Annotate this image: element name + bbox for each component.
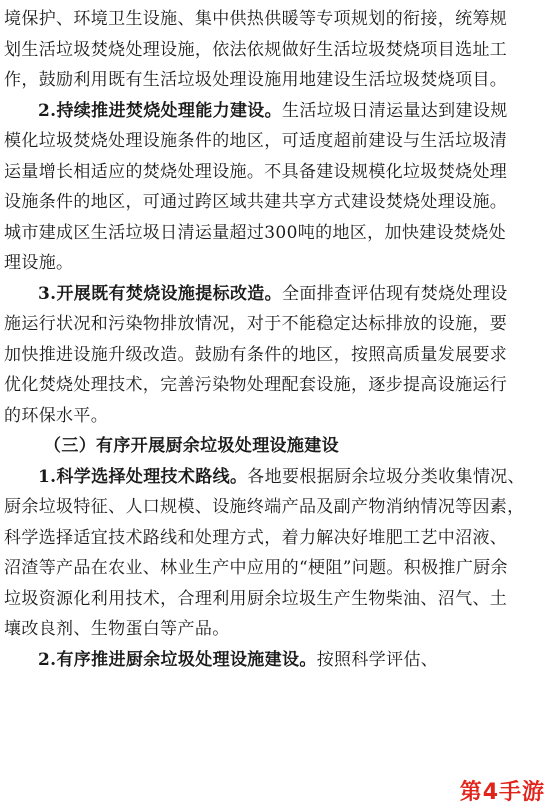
text-line-6: 运量增长相适应的焚烧处理设施。不具备建设规模化垃圾焚烧处理 xyxy=(4,161,508,182)
text-line-13: 优化焚烧处理技术，完善污染物处理配套设施，逐步提高设施运行 xyxy=(4,375,508,395)
text-line-12: 加快推进设施升级改造。鼓励有条件的地区，按照高质量发展要求 xyxy=(4,344,508,365)
paragraph-heading: 2.有序推进厨余垃圾处理设施建设。 xyxy=(38,649,317,670)
text-line-11: 施运行状况和污染物排放情况，对于不能稳定达标排放的设施，要 xyxy=(4,314,508,334)
text-line-8: 城市建成区生活垃圾日清运量超过300吨的地区，加快建设焚烧处 xyxy=(4,222,506,243)
text-line-9: 理设施。 xyxy=(4,253,74,273)
text-line-20: 垃圾资源化利用技术，合理利用厨余垃圾生产生物柴油、沼气、土 xyxy=(4,588,508,609)
site-watermark-logo: 第4手游 xyxy=(459,780,545,805)
section-heading: （三）有序开展厨余垃圾处理设施建设 xyxy=(44,436,339,456)
text-line-18: 科学选择适宜技术路线和处理方式，着力解决好堆肥工艺中沼液、 xyxy=(4,527,508,548)
text-line-19: 沼渣等产品在农业、林业生产中应用的“梗阻”问题。积极推广厨余 xyxy=(4,558,508,578)
text-line-21: 壤改良剂、生物蛋白等产品。 xyxy=(4,619,230,639)
paragraph-heading: 3.开展既有焚烧设施提标改造。 xyxy=(38,283,282,304)
paragraph-2b-start: 2.有序推进厨余垃圾处理设施建设。按照科学评估、 xyxy=(38,649,439,670)
paragraph-3-start: 3.开展既有焚烧设施提标改造。全面排查评估现有焚烧处理设 xyxy=(38,283,508,304)
text-line-2: 划生活垃圾焚烧处理设施，依法依规做好生活垃圾焚烧项目选址工 xyxy=(4,39,508,60)
text-line-17: 厨余垃圾特征、人口规模、设施终端产品及副产物消纳情况等因素， xyxy=(4,497,525,517)
text-line-5: 模化垃圾焚烧处理设施条件的地区，可适度超前建设与生活垃圾清 xyxy=(4,131,508,151)
paragraph-1-start: 1.科学选择处理技术路线。各地要根据厨余垃圾分类收集情况、 xyxy=(38,466,525,487)
text-line-14: 的环保水平。 xyxy=(4,405,109,426)
text-line-1: 境保护、环境卫生设施、集中供热供暖等专项规划的衔接，统筹规 xyxy=(4,9,508,29)
text-line-3: 作，鼓励利用既有生活垃圾处理设施用地建设生活垃圾焚烧项目。 xyxy=(4,70,508,90)
paragraph-heading: 1.科学选择处理技术路线。 xyxy=(38,466,248,487)
paragraph-heading: 2.持续推进焚烧处理能力建设。 xyxy=(38,100,282,121)
paragraph-2-start: 2.持续推进焚烧处理能力建设。生活垃圾日清运量达到建设规 xyxy=(38,100,508,121)
text-line-7: 设施条件的地区，可通过跨区域共建共享方式建设焚烧处理设施。 xyxy=(4,192,508,212)
